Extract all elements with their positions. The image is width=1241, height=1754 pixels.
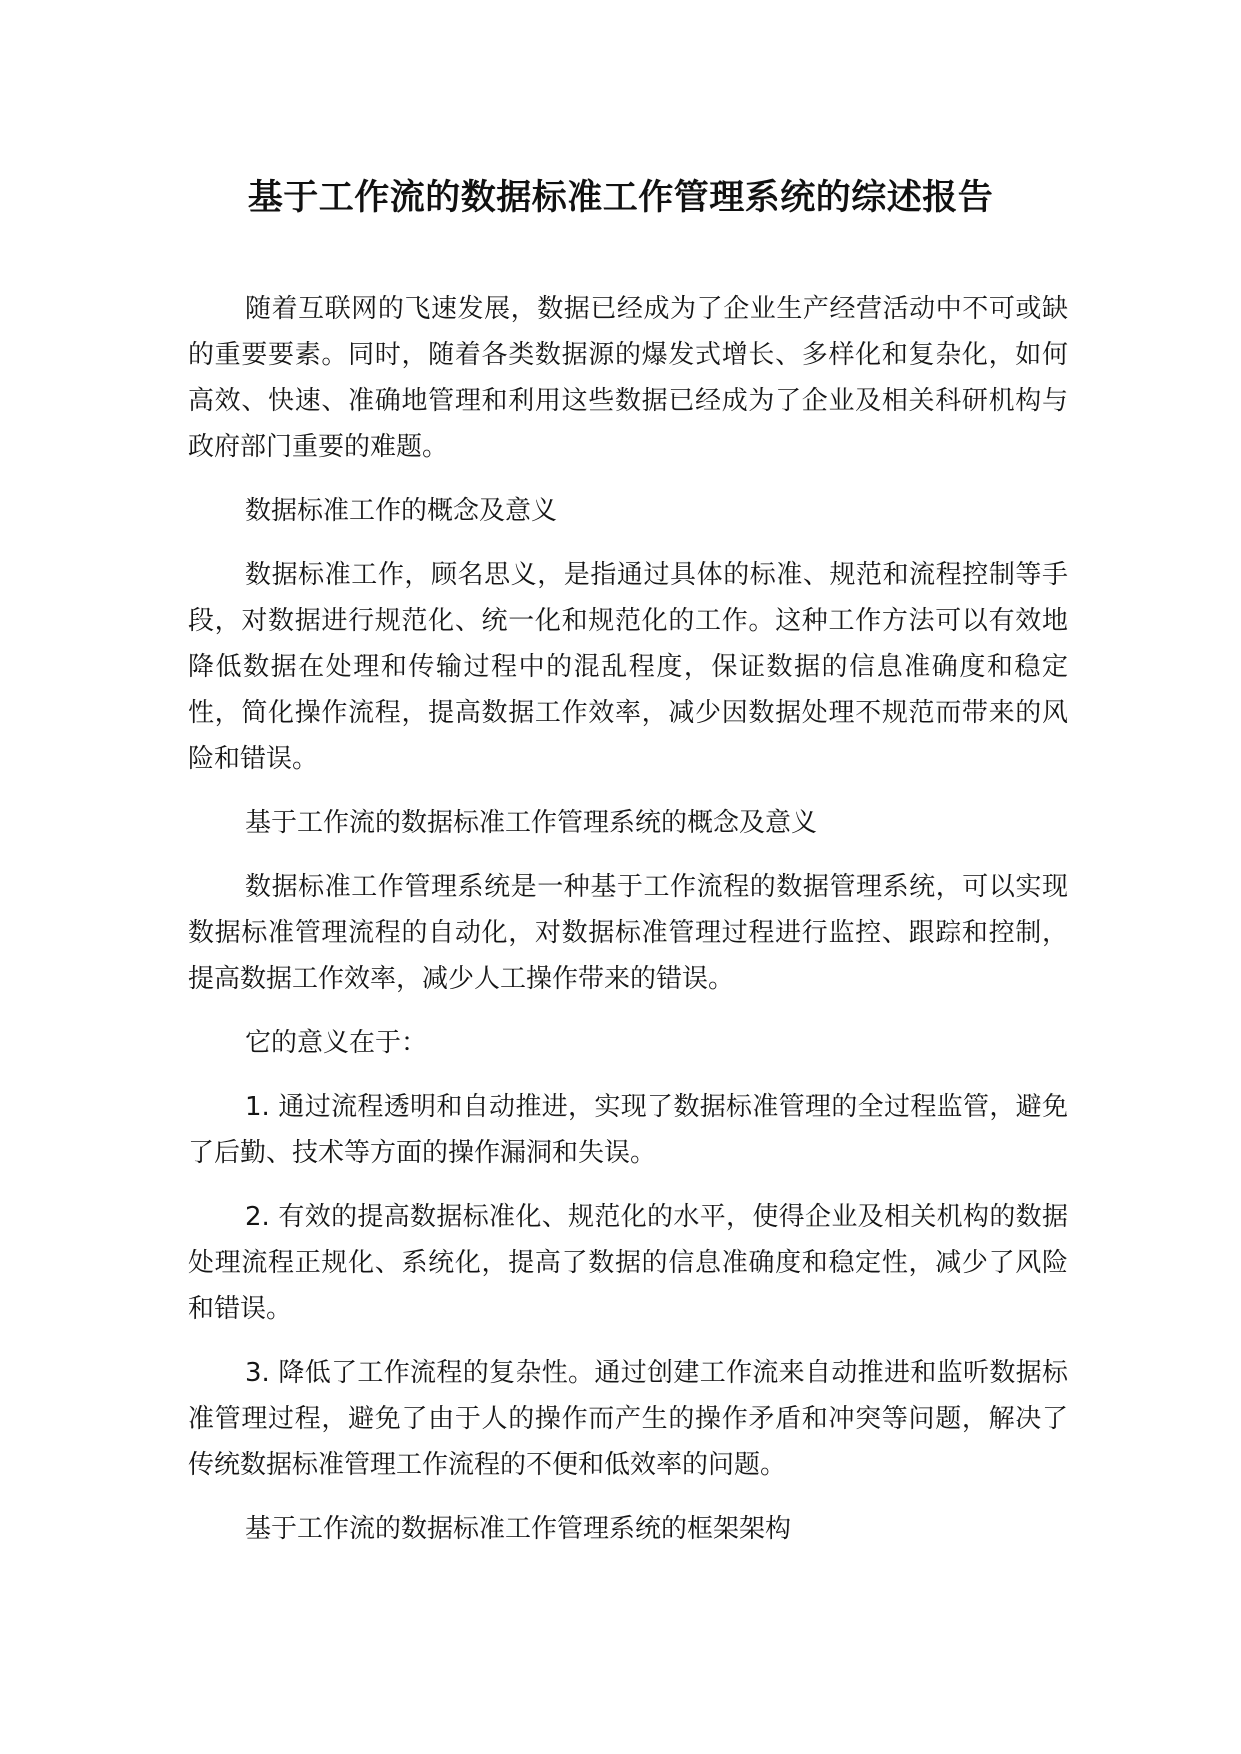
paragraph-intro: 随着互联网的飞速发展，数据已经成为了企业生产经营活动中不可或缺的重要要素。同时，随着各类数据源的爆发式增长、多样化和复杂化，如何高效、快速、准确地管理和利用这些数据已经成为了企业及相关科研机构与政府部门重要的难题。	[188, 294, 1068, 462]
document-title: 基于工作流的数据标准工作管理系统的综述报告	[247, 178, 994, 218]
list-item-1: 1. 通过流程透明和自动推进，实现了数据标准管理的全过程监管，避免了后勤、技术等方面的操作漏洞和失误。	[188, 1092, 1068, 1168]
list-item-2: 2. 有效的提高数据标准化、规范化的水平，使得企业及相关机构的数据处理流程正规化、系统化，提高了数据的信息准确度和稳定性，减少了风险和错误。	[188, 1202, 1068, 1324]
paragraph-concept: 数据标准工作，顾名思义，是指通过具体的标准、规范和流程控制等手段，对数据进行规范化、统一化和规范化的工作。这种工作方法可以有效地降低数据在处理和传输过程中的混乱程度，保证数据的信息准确度和稳定性，简化操作流程，提高数据工作效率，减少因数据处理不规范而带来的风险和错误。	[188, 560, 1068, 774]
list-item-3: 3. 降低了工作流程的复杂性。通过创建工作流来自动推进和监听数据标准管理过程，避免了由于人的操作而产生的操作矛盾和冲突等问题，解决了传统数据标准管理工作流程的不便和低效率的问题。	[188, 1358, 1068, 1480]
section-heading-framework: 基于工作流的数据标准工作管理系统的框架架构	[245, 1514, 792, 1544]
section-heading-concept: 数据标准工作的概念及意义	[245, 496, 558, 526]
paragraph-system-concept: 数据标准工作管理系统是一种基于工作流程的数据管理系统，可以实现数据标准管理流程的自动化，对数据标准管理过程进行监控、跟踪和控制，提高数据工作效率，减少人工操作带来的错误。	[188, 872, 1068, 994]
paragraph-significance-intro: 它的意义在于：	[245, 1028, 428, 1058]
section-heading-system-concept: 基于工作流的数据标准工作管理系统的概念及意义	[245, 808, 818, 838]
document-body	[188, 286, 1068, 1552]
